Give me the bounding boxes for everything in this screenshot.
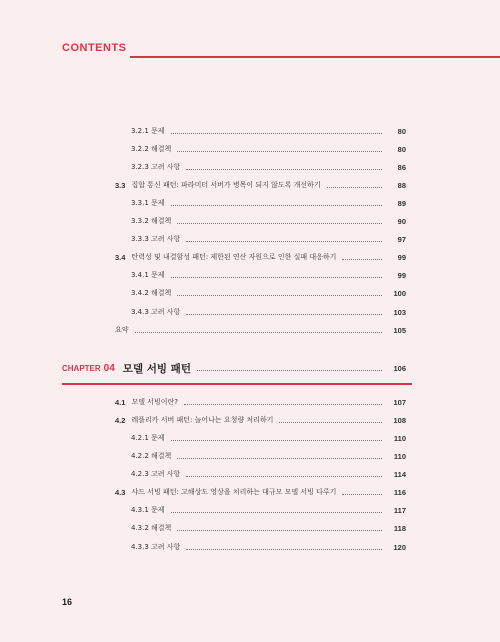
toc-entry[interactable] (0, 124, 500, 138)
leader-dots (171, 276, 382, 278)
leader-dots (186, 475, 382, 477)
toc-entry-page: 110 (393, 433, 406, 443)
toc-entry-page: 88 (397, 180, 406, 190)
toc-entry[interactable] (0, 178, 500, 192)
leader-dots (171, 511, 382, 513)
toc-entry-title: 집합 통신 패턴: 파라미터 서버가 병목이 되지 않도록 개선하기 (131, 181, 321, 189)
toc-entry-title: 4.3.2 해결책 (131, 524, 172, 532)
toc-entry-title: 3.4.3 고려 사항 (131, 308, 181, 316)
leader-dots (171, 204, 382, 206)
toc-entry-page: 86 (397, 162, 406, 172)
toc-entry-page: 99 (397, 270, 406, 280)
toc-entry-page: 116 (393, 487, 406, 497)
toc-entry-title: 3.3.1 문제 (131, 199, 165, 207)
toc-entry-title: 레플리카 서버 패턴: 늘어나는 요청량 처리하기 (131, 416, 274, 424)
toc-entry-title: 4.3.1 문제 (131, 506, 165, 514)
page-number: 16 (62, 597, 73, 607)
toc-entry-title: 4.3.3 고려 사항 (131, 543, 181, 551)
toc-entry[interactable] (0, 503, 500, 517)
leader-dots (197, 369, 382, 371)
toc-entry-title: 3.2.2 해결책 (131, 145, 172, 153)
toc-entry-title: 3.4.1 문제 (131, 271, 165, 279)
toc-entry[interactable] (0, 160, 500, 174)
leader-dots (342, 258, 382, 260)
leader-dots (186, 548, 382, 550)
chapter-page: 106 (393, 363, 406, 373)
toc-entry-page: 90 (397, 216, 406, 226)
toc-entry-page: 120 (393, 542, 406, 552)
toc-entry-title: 4.2.2 해결책 (131, 452, 172, 460)
toc-entry-title: 3.4.2 해결책 (131, 289, 172, 297)
toc-entry-page: 97 (397, 234, 406, 244)
toc-entry-title: 3.2.3 고려 사항 (131, 163, 181, 171)
toc-entry-page: 118 (393, 523, 406, 533)
leader-dots (186, 240, 382, 242)
header-rule (130, 56, 500, 58)
chapter-label: CHAPTER (62, 363, 101, 373)
toc-entry-title: 3.3.2 해결책 (131, 217, 172, 225)
toc-entry-page: 99 (397, 252, 406, 262)
toc-entry-title: 4.2.3 고려 사항 (131, 470, 181, 478)
header-title: CONTENTS (62, 42, 127, 54)
leader-dots (342, 493, 382, 495)
toc-entry[interactable] (0, 286, 500, 300)
toc-entry-title: 3.2.1 문제 (131, 127, 165, 135)
leader-dots (171, 132, 382, 134)
toc-entry[interactable] (0, 395, 500, 409)
leader-dots (177, 457, 382, 459)
leader-dots (171, 439, 382, 441)
chapter-heading[interactable] (0, 360, 500, 376)
toc-entry-title: 탄력성 및 내결함성 패턴: 제한된 연산 자원으로 인한 실패 대응하기 (131, 253, 337, 261)
toc-entry-page: 80 (397, 144, 406, 154)
toc-entry[interactable] (0, 449, 500, 463)
toc-entry-page: 105 (393, 325, 406, 335)
toc-entry-page: 107 (393, 397, 406, 407)
toc-entry-title: 모델 서빙이란? (131, 398, 178, 406)
toc-entry[interactable] (0, 305, 500, 319)
toc-entry-title: 샤드 서빙 패턴: 고해상도 영상을 처리하는 대규모 모델 서빙 다루기 (131, 488, 337, 496)
leader-dots (177, 529, 382, 531)
leader-dots (184, 403, 382, 405)
toc-entry-page: 100 (393, 288, 406, 298)
chapter-title: 모델 서빙 패턴 (122, 362, 191, 375)
toc-entry[interactable] (0, 142, 500, 156)
toc-entry-page: 103 (393, 307, 406, 317)
toc-entry-page: 80 (397, 126, 406, 136)
toc-entry-page: 117 (393, 505, 406, 515)
toc-entry[interactable] (0, 232, 500, 246)
toc-entry[interactable] (0, 250, 500, 264)
leader-dots (327, 186, 382, 188)
toc-entry-number: 3.4 (115, 252, 126, 262)
toc-entry[interactable] (0, 214, 500, 228)
toc-entry[interactable] (0, 323, 500, 337)
toc-entry-page: 108 (393, 415, 406, 425)
toc-entry[interactable] (0, 540, 500, 554)
toc-entry[interactable] (0, 521, 500, 535)
toc-entry-page: 89 (397, 198, 406, 208)
toc-entry-title: 3.3.3 고려 사항 (131, 235, 181, 243)
chapter-rule (62, 383, 412, 385)
toc-entry-number: 4.2 (115, 415, 126, 425)
toc-entry-number: 4.1 (115, 397, 126, 407)
toc-entry[interactable] (0, 485, 500, 499)
leader-dots (177, 150, 382, 152)
leader-dots (177, 294, 382, 296)
leader-dots (135, 331, 382, 333)
toc-entry-page: 114 (393, 469, 406, 479)
leader-dots (186, 313, 382, 315)
toc-entry-page: 110 (393, 451, 406, 461)
toc-entry-title: 요약 (115, 326, 129, 334)
leader-dots (186, 168, 382, 170)
toc-entry[interactable] (0, 268, 500, 282)
toc-entry-number: 3.3 (115, 180, 126, 190)
toc-entry[interactable] (0, 413, 500, 427)
toc-entry[interactable] (0, 431, 500, 445)
leader-dots (279, 421, 382, 423)
toc-entry[interactable] (0, 196, 500, 210)
toc-entry-title: 4.2.1 문제 (131, 434, 165, 442)
toc-entry[interactable] (0, 467, 500, 481)
chapter-number: 04 (103, 362, 115, 374)
toc-entry-number: 4.3 (115, 487, 126, 497)
leader-dots (177, 222, 382, 224)
